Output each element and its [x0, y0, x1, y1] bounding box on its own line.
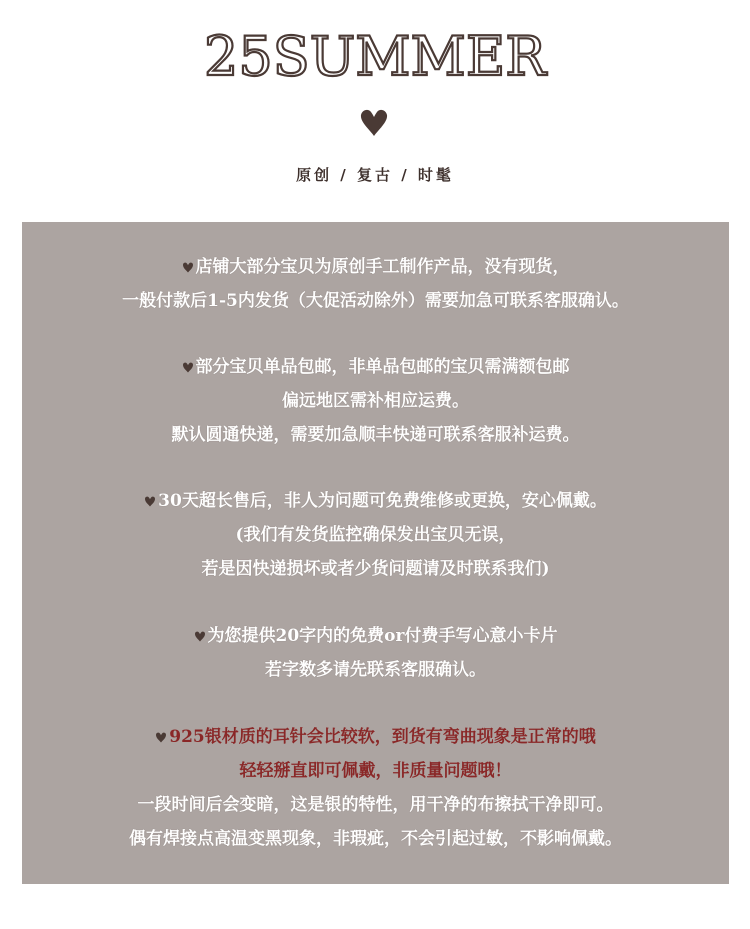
notice-card — [22, 619, 729, 687]
heart-icon — [144, 495, 156, 507]
notice-line: (我们有发货监控确保发出宝贝无误， — [235, 525, 516, 545]
heart-icon — [182, 261, 194, 273]
notice-shipping-time — [22, 250, 729, 318]
notice-line — [22, 619, 729, 653]
heart-icon — [194, 630, 206, 642]
notice-text: 30天超长售后，非人为问题可免费维修或更换，安心佩戴。 — [158, 491, 607, 511]
notice-shipping-fee — [22, 350, 729, 452]
notice-line: 若字数多请先联系客服确认。 — [265, 660, 486, 680]
notice-text: 部分宝贝单品包邮，非单品包邮的宝贝需满额包邮 — [195, 357, 570, 377]
notice-line: 偏远地区需补相应运费。 — [282, 391, 469, 411]
heart-icon — [358, 106, 390, 138]
notice-line: 一般付款后1-5内发货（大促活动除外）需要加急可联系客服确认。 — [122, 291, 629, 311]
notice-line — [22, 350, 729, 384]
notice-panel — [22, 222, 729, 884]
notice-line: 一段时间后会变暗，这是银的特性，用干净的布擦拭干净即可。 — [137, 795, 614, 815]
notice-line — [22, 250, 729, 284]
notice-line: 默认圆通快递，需要加急顺丰快递可联系客服补运费。 — [171, 425, 580, 445]
notice-line — [22, 484, 729, 518]
notice-after-sales — [22, 484, 729, 586]
notice-line: 若是因快递损坏或者少货问题请及时联系我们) — [201, 559, 550, 579]
notice-text: 925银材质的耳针会比较软，到货有弯曲现象是正常的哦 — [169, 727, 596, 747]
notice-line — [22, 720, 729, 754]
notice-silver-care — [22, 720, 729, 856]
brand-title: 25SUMMER — [204, 25, 546, 88]
notice-text: 店铺大部分宝贝为原创手工制作产品，没有现货， — [195, 257, 570, 277]
heart-icon — [182, 361, 194, 373]
heart-icon — [155, 731, 167, 743]
tagline: 原创 / 复古 / 时髦 — [296, 166, 454, 184]
notice-text: 为您提供20字内的免费or付费手写心意小卡片 — [207, 626, 558, 646]
notice-line: 偶有焊接点高温变黑现象，非瑕疵，不会引起过敏，不影响佩戴。 — [129, 829, 622, 849]
notice-line: 轻轻掰直即可佩戴，非质量问题哦！ — [239, 761, 512, 781]
